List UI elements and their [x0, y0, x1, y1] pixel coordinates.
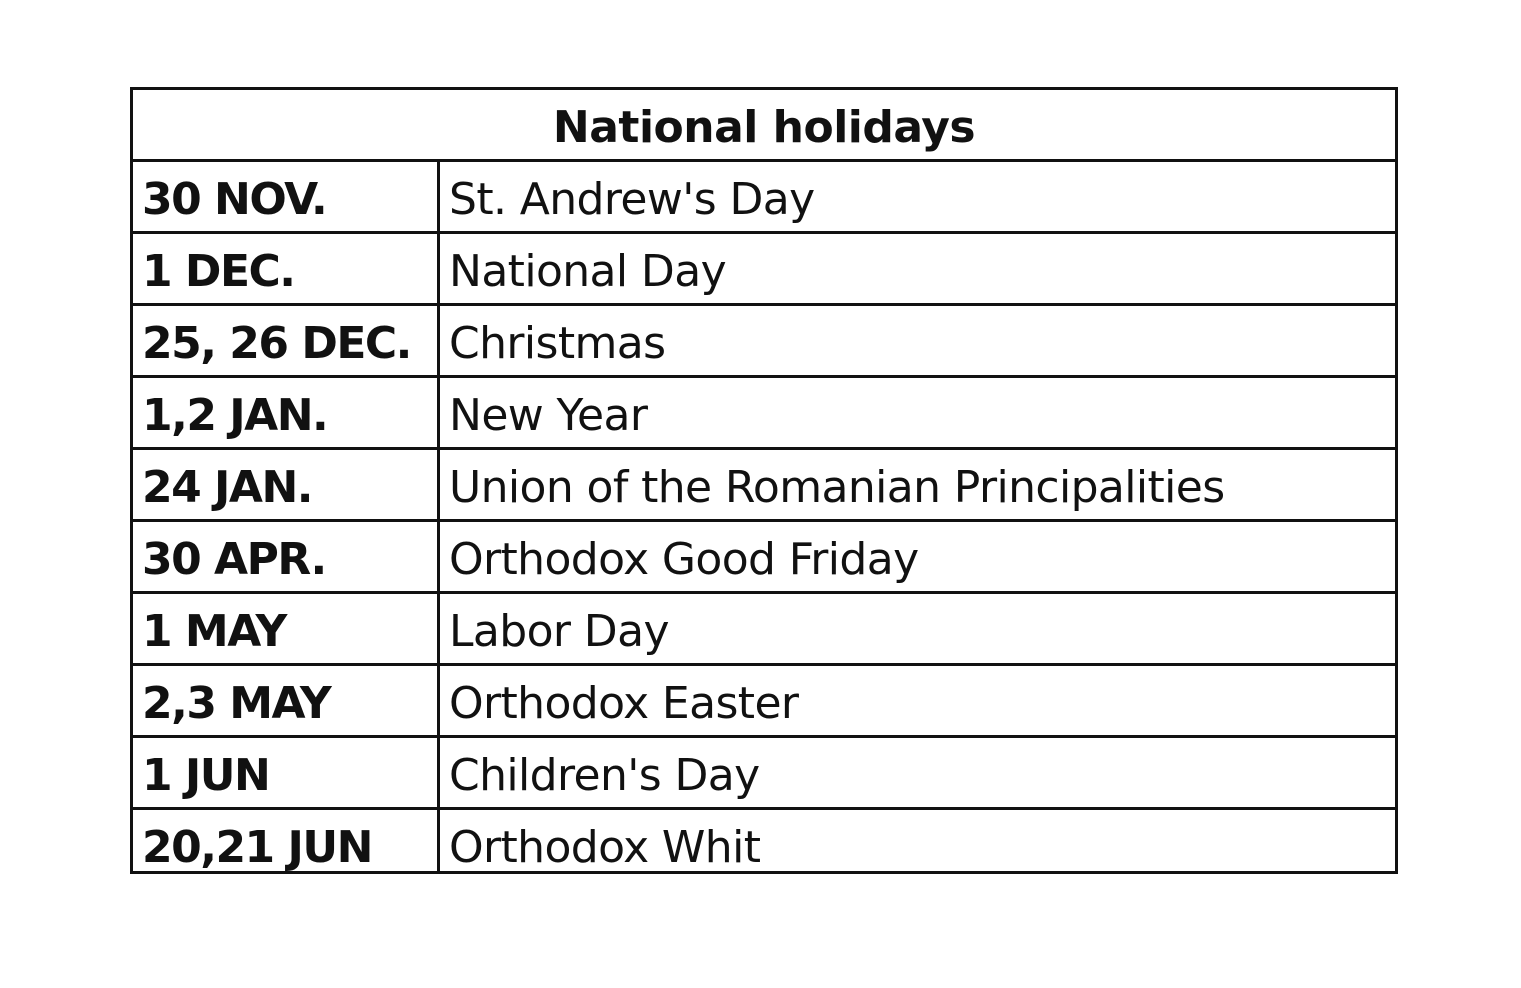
- table-row: [133, 666, 1395, 738]
- name-cell: [440, 378, 1395, 447]
- table-row: [133, 306, 1395, 378]
- holiday-name: Orthodox Easter: [449, 678, 799, 729]
- holiday-date: 1 MAY: [142, 606, 286, 657]
- holiday-date: 30 NOV.: [142, 174, 327, 225]
- table-title-row: [133, 90, 1395, 162]
- table-row: [133, 522, 1395, 594]
- name-cell: [440, 738, 1395, 807]
- date-cell: [133, 738, 440, 807]
- holiday-date: 1 JUN: [142, 750, 270, 801]
- name-cell: [440, 810, 1395, 874]
- date-cell: [133, 450, 440, 519]
- holiday-name: National Day: [449, 246, 727, 297]
- holiday-date: 24 JAN.: [142, 462, 313, 513]
- holiday-name: Christmas: [449, 318, 666, 369]
- holiday-name: Orthodox Whit: [449, 822, 761, 873]
- holiday-date: 1,2 JAN.: [142, 390, 328, 441]
- date-cell: [133, 810, 440, 874]
- name-cell: [440, 522, 1395, 591]
- holiday-name: Orthodox Good Friday: [449, 534, 919, 585]
- table-row: [133, 234, 1395, 306]
- table-row: [133, 594, 1395, 666]
- holiday-name: St. Andrew's Day: [449, 174, 815, 225]
- name-cell: [440, 450, 1395, 519]
- table-body: [133, 162, 1395, 874]
- date-cell: [133, 522, 440, 591]
- table-row: [133, 738, 1395, 810]
- date-cell: [133, 594, 440, 663]
- date-cell: [133, 378, 440, 447]
- holiday-date: 20,21 JUN: [142, 822, 372, 873]
- holiday-name: New Year: [449, 390, 648, 441]
- table-row: [133, 378, 1395, 450]
- holiday-date: 1 DEC.: [142, 246, 295, 297]
- table-row: [133, 450, 1395, 522]
- name-cell: [440, 594, 1395, 663]
- name-cell: [440, 162, 1395, 231]
- holidays-table: [130, 87, 1398, 874]
- table-row: [133, 162, 1395, 234]
- date-cell: [133, 162, 440, 231]
- name-cell: [440, 306, 1395, 375]
- holiday-name: Union of the Romanian Principalities: [449, 462, 1225, 513]
- name-cell: [440, 234, 1395, 303]
- holiday-name: Labor Day: [449, 606, 669, 657]
- holiday-date: 25, 26 DEC.: [142, 318, 411, 369]
- date-cell: [133, 306, 440, 375]
- holiday-date: 30 APR.: [142, 534, 326, 585]
- name-cell: [440, 666, 1395, 735]
- holiday-date: 2,3 MAY: [142, 678, 331, 729]
- table-title: National holidays: [552, 102, 976, 153]
- table-row: [133, 810, 1395, 874]
- holiday-name: Children's Day: [449, 750, 760, 801]
- date-cell: [133, 234, 440, 303]
- date-cell: [133, 666, 440, 735]
